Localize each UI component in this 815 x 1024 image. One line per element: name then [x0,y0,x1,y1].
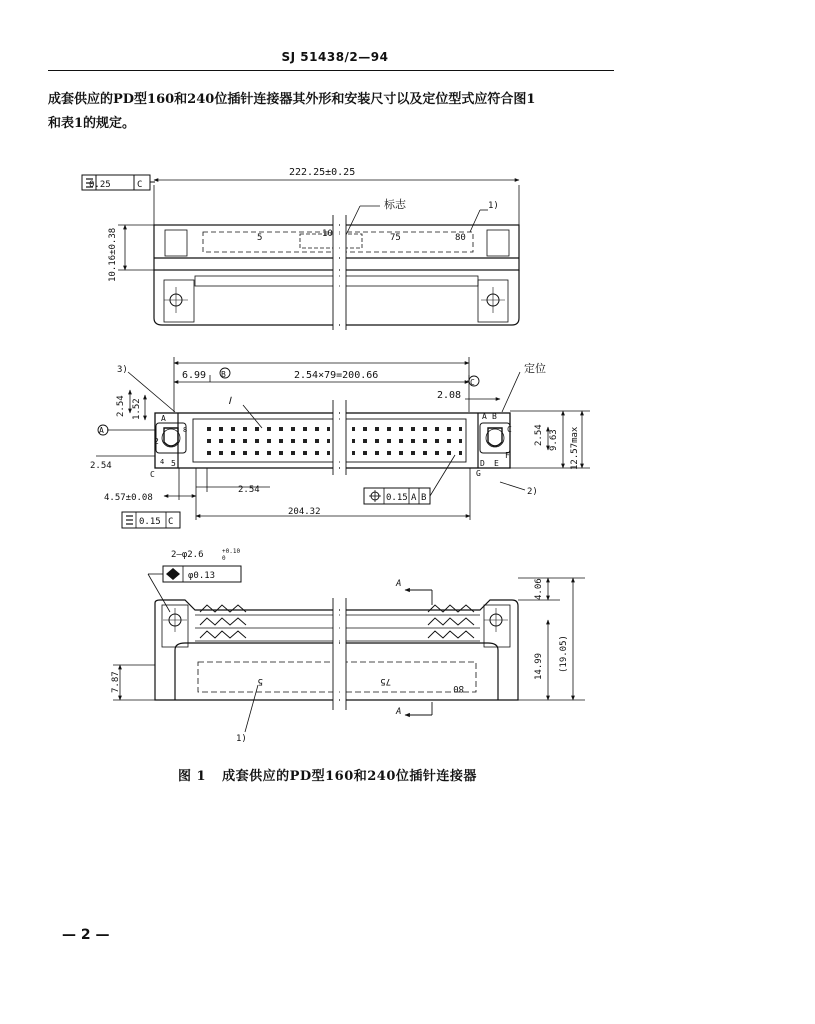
section-mark-top: A [396,579,402,589]
datum-b-label: B [221,370,226,379]
position-tol-datum-b: B [421,493,427,503]
pin-number-75: 75 [390,233,401,243]
pos-digit-5: 5 [171,459,176,468]
datum-c-label: C [137,180,143,190]
note-1-top: 1) [488,201,499,211]
flatness-mid-value: 0.15 [139,517,161,527]
pin-number-80-bottom: 80 [453,683,464,693]
dim-14-99: 14.99 [534,652,544,680]
pos-digit-4: 4 [160,458,165,466]
key-letter-c-left: C [150,470,155,479]
left-dim-2-54-top: 2.54 [116,395,126,417]
pin-number-10: 10 [322,229,333,239]
figure-caption-label: 图 1 [178,769,207,784]
section-mark-bottom: A [396,707,402,717]
key-letter-f-right: F [505,451,510,460]
flatness-value: 0.25 [89,180,111,190]
flatness-mid-datum: C [168,517,174,527]
key-letter-g-right: G [476,469,481,478]
pin-field-left [200,423,330,460]
pin-field-right [352,423,462,460]
right-dim-12-57max: 12.57max [570,426,580,470]
intro-line-2: 和表1的规定。 [48,116,136,131]
key-letter-a-left: A [161,414,166,423]
key-letter-c-right: C [507,425,512,434]
figure-caption [178,765,477,784]
overall-length-value: 222.25±0.25 [289,167,356,178]
marking-label: 标志 [384,198,406,211]
pos-digit-8: 8 [183,426,188,434]
dim-7-87: 7.87 [111,671,121,693]
page-number: — 2 — [62,927,110,943]
right-dim-9-63: 9.63 [549,429,559,451]
key-letter-b-right: B [492,412,497,421]
hole-position-tol-value: φ0.13 [188,571,216,581]
note-2: 2) [527,487,538,497]
key-letter-d-right: D [480,459,485,468]
pos-digit-2: 2 [154,437,159,446]
position-tol-value: 0.15 [386,493,408,503]
left-dim-1-52: 1.52 [132,398,142,420]
dim-6-99: 6.99 [182,370,207,381]
dim-2-08: 2.08 [437,390,462,401]
note-i: Ⅰ [228,396,231,407]
dim-4-57: 4.57±0.08 [104,493,153,503]
intro-line-1: 成套供应的PD型160和240位插针连接器其外形和安装尺寸以及定位型式应符合图1 [48,92,536,107]
dim-19-05: (19.05) [559,635,569,673]
hole-tol-lower: 0 [222,555,226,562]
top-view [82,175,519,330]
right-dim-2-54: 2.54 [534,424,544,446]
pin-number-5: 5 [257,233,263,243]
hole-dim: 2—φ2.6 [171,550,204,560]
datum-c-mid-label: C [470,378,475,387]
key-letter-a-right: A [482,412,487,421]
note-3: 3) [117,365,128,375]
left-dim-2-54-bottom: 2.54 [90,461,112,471]
standard-number: SJ 51438/2—94 [281,50,389,64]
dim-4-06: 4.06 [534,578,544,600]
hole-tol-upper: +0.10 [222,548,241,555]
datum-a-label: A [99,426,104,435]
pin-number-75-bottom: 75 [380,676,391,686]
dim-204-32: 204.32 [288,507,321,517]
position-tol-datum-a: A [411,493,417,503]
positioning-label: 定位 [524,362,546,375]
pin-number-80: 80 [455,233,466,243]
mid-view [96,357,590,528]
bottom-view [113,566,585,732]
pin-number-5-bottom: 5 [257,676,263,686]
pitch-value: 2.54×79=200.66 [294,370,379,381]
dim-2-54-bottom: 2.54 [238,485,260,495]
height-value: 10.16±0.38 [108,227,118,282]
note-1-bottom: 1) [236,734,247,744]
key-letter-e-right: E [494,459,499,468]
figure-caption-text: 成套供应的PD型160和240位插针连接器 [222,769,477,784]
